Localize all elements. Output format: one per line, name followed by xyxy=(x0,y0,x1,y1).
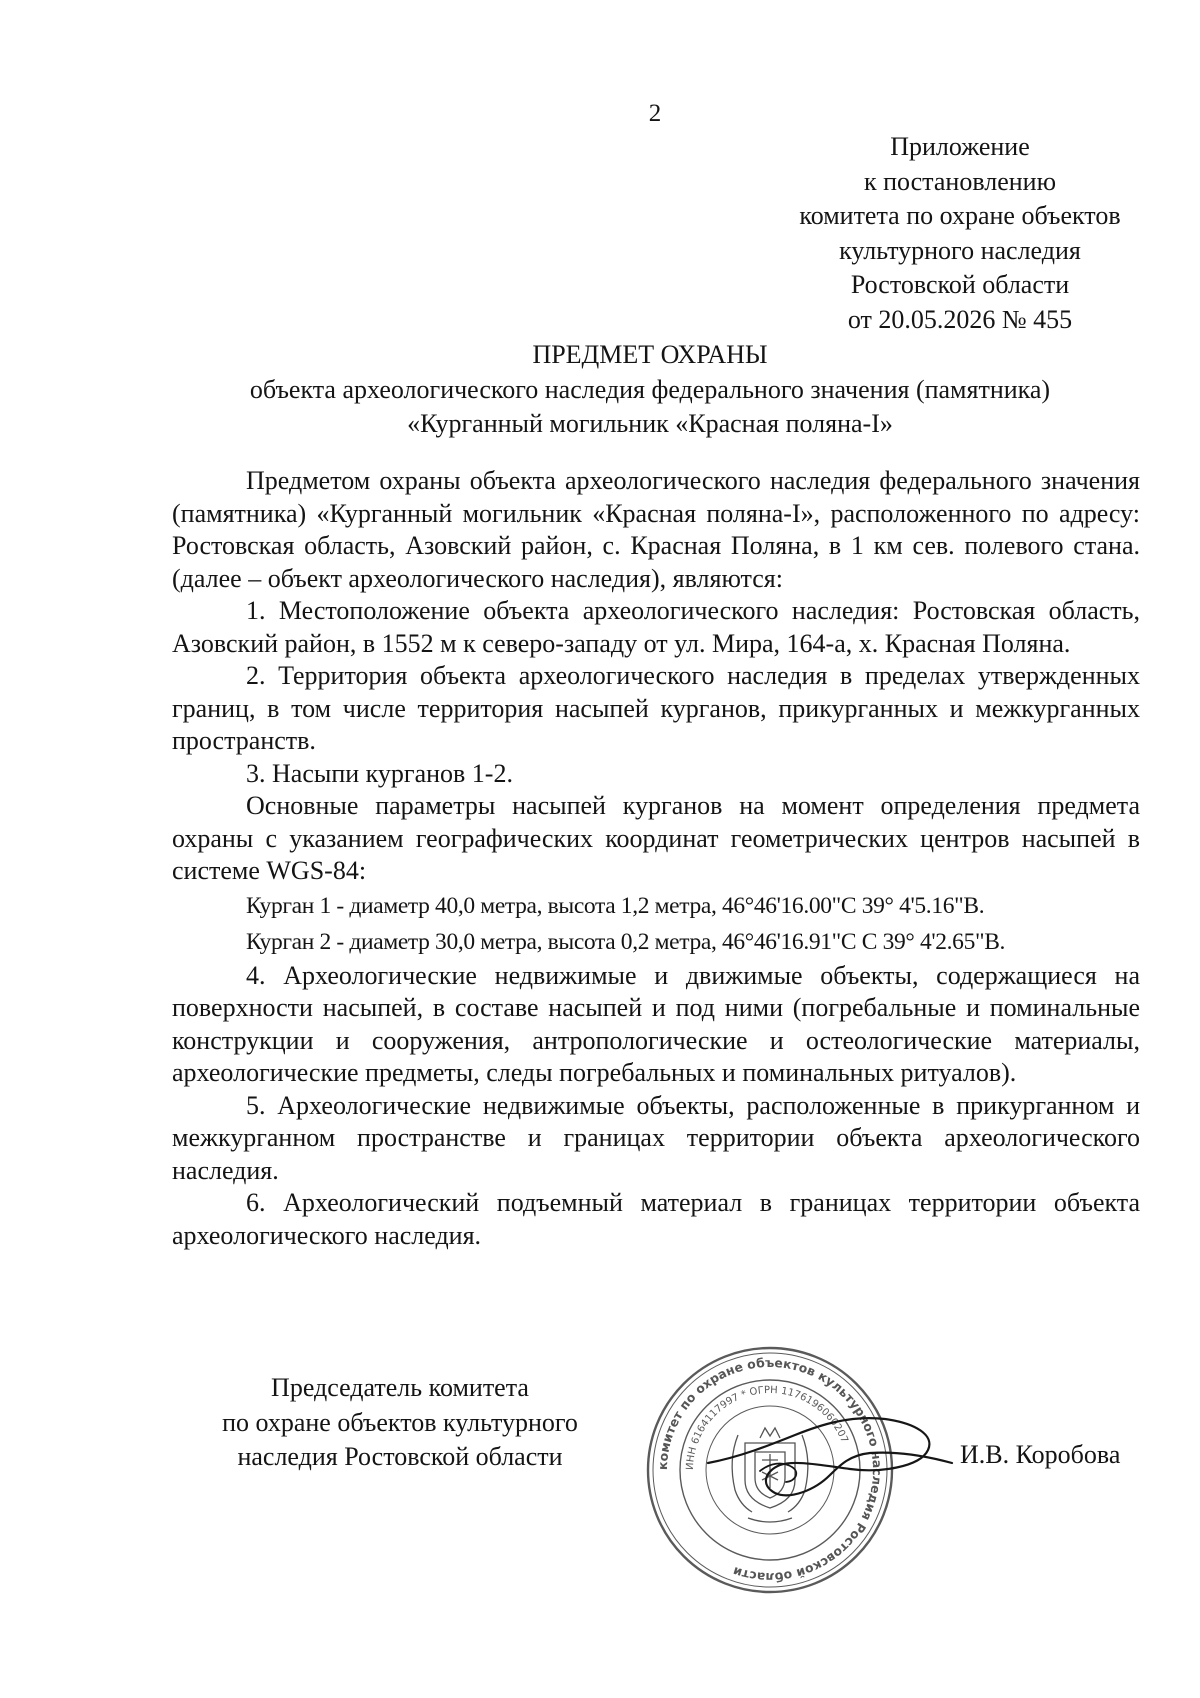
document-subtitle: объекта археологического наследия федерального значения (памятника) xyxy=(249,374,1051,404)
item-3-paragraph: 3. Насыпи курганов 1-2. xyxy=(246,758,513,788)
signatory-title-line: Председатель комитета xyxy=(271,1373,529,1402)
document-heading xyxy=(160,338,1140,442)
seal-outer-text: комитет по охране объектов культурного наследия Ростовской области xyxy=(654,1354,886,1586)
params-paragraph: Основные параметры насыпей курганов на момент определения предмета охраны с указанием географических координат геометрических центров насыпей в системе WGS-84: xyxy=(172,791,1140,885)
appendix-line: от 20.05.2026 № 455 xyxy=(847,304,1073,334)
appendix-line: к постановлению xyxy=(863,166,1057,196)
item-1-paragraph: 1. Местоположение объекта археологического наследия: Ростовская область, Азовский район, в 1552 м к северо-западу от ул. Мира, 164-а, х. Красная Поляна. xyxy=(172,596,1140,658)
kurgan-1-line: Курган 1 - диаметр 40,0 метра, высота 1,2 метра, 46°46'16.00"С 39° 4'5.16"В. xyxy=(246,892,985,919)
seal-inner-text: ИНН 6164117997 * ОГРН 1176196060207 xyxy=(684,1384,850,1471)
document-body xyxy=(172,465,1140,1252)
document-subtitle: «Курганный могильник «Красная поляна-I» xyxy=(407,409,893,438)
signatory-title xyxy=(170,1371,630,1475)
appendix-line: Ростовской области xyxy=(850,270,1070,300)
item-2-paragraph: 2. Территория объекта археологического наследия в пределах утвержденных границ, в том числе территория насыпей курганов, прикурганных и межкурганных пространств. xyxy=(172,661,1140,755)
item-4-paragraph: 4. Археологические недвижимые и движимые объекты, содержащиеся на поверхности насыпей, в составе насыпей и под ними (погребальные и поминальные конструкции и сооружения, антропологические и остеологические материалы, археологические предметы, следы погребальных и поминальных ритуалов). xyxy=(172,960,1140,1087)
appendix-line: культурного наследия xyxy=(839,235,1081,265)
item-5-paragraph: 5. Археологические недвижимые объекты, расположенные в прикурганном и межкурганном пространстве и границах территории объекта археологического наследия. xyxy=(172,1090,1140,1185)
appendix-block xyxy=(740,130,1180,338)
page-number: 2 xyxy=(648,100,662,127)
intro-paragraph: Предметом охраны объекта археологического наследия федерального значения (памятника) «Курганный могильник «Красная поляна-I», расположенного по адресу: Ростовская область, Азовский район, с. Красная Поляна, в 1 км сев. полевого стана. (далее – объект археологического наследия), являются: xyxy=(172,466,1140,593)
signatory-title-line: по охране объектов культурного xyxy=(222,1407,578,1437)
signatory-name: И.В. Коробова xyxy=(960,1440,1121,1469)
signatory-title-line: наследия Ростовской области xyxy=(237,1442,563,1471)
item-6-paragraph: 6. Археологический подъемный материал в границах территории объекта археологического наследия. xyxy=(172,1188,1140,1250)
kurgan-2-line: Курган 2 - диаметр 30,0 метра, высота 0,2 метра, 46°46'16.91"С С 39° 4'2.65"В. xyxy=(246,928,1006,955)
document-title: ПРЕДМЕТ ОХРАНЫ xyxy=(532,340,768,369)
appendix-line: Приложение xyxy=(890,132,1030,161)
handwritten-signature xyxy=(700,1405,960,1515)
appendix-line: комитета по охране объектов xyxy=(799,201,1121,231)
